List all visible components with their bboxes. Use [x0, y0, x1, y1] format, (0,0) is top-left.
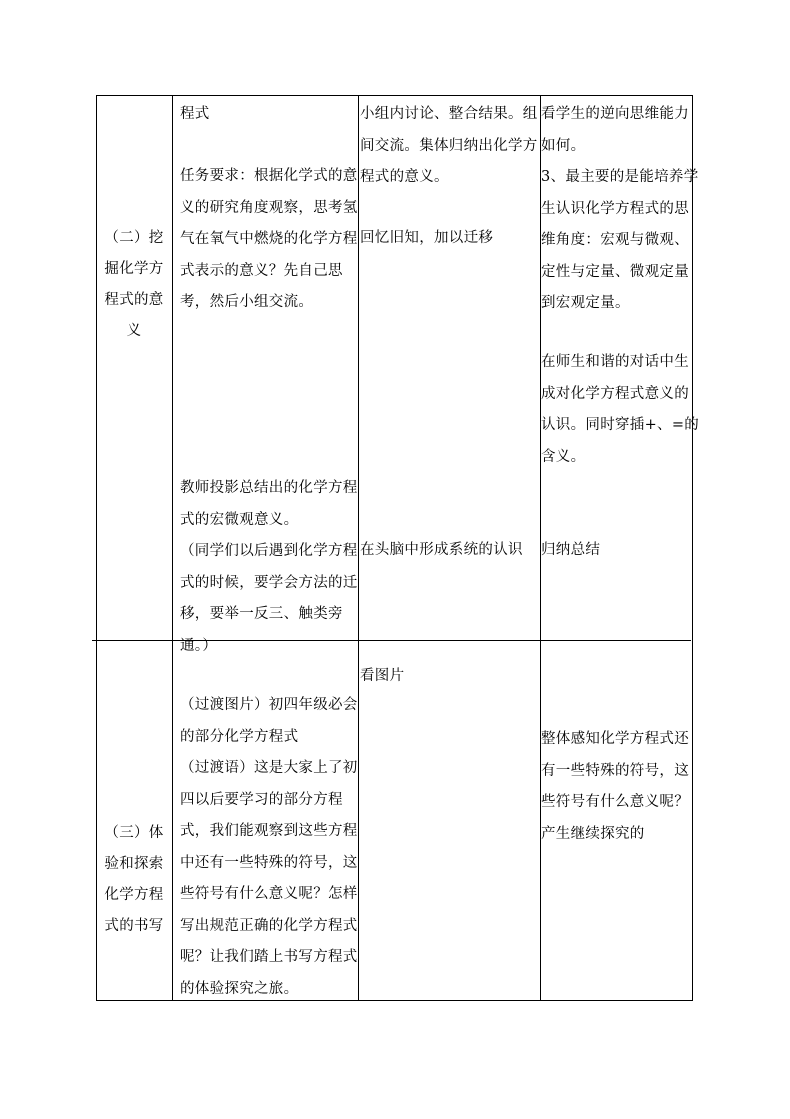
section-two-teacher-task	[180, 161, 358, 319]
teacher-text-line: 式的宏微观意义。	[180, 511, 299, 528]
teacher-text-line: 教师投影总结出的化学方程	[180, 480, 358, 496]
section-two-teacher-summary	[180, 473, 358, 662]
teacher-text-line: 式，我们能观察到这些方程	[180, 823, 358, 839]
section-three-label-line: 化学方程	[104, 887, 164, 903]
teacher-text-line: （同学们以后遇到化学方程	[180, 543, 358, 559]
teacher-text-line: 义的研究角度观察，思考氢	[180, 199, 358, 216]
section-two-intent-dialogue	[541, 347, 699, 473]
section-two-label-line: 程式的意	[104, 292, 164, 308]
section-three-intent	[541, 724, 689, 850]
section-three-label	[99, 818, 169, 942]
table-border-top	[96, 95, 693, 96]
intent-text-line: 定性与定量、微观定量	[541, 263, 689, 280]
intent-text-line: 含义。	[541, 448, 586, 465]
intent-text-line: 些符号有什么意义呢？	[541, 794, 689, 810]
teacher-text-line: （过渡图片）初四年级必会	[180, 697, 358, 713]
table-border-left	[96, 95, 97, 1001]
teacher-text-line: 程式	[180, 106, 210, 122]
section-two-intent-ability	[541, 99, 699, 320]
teacher-text-line: 式的时候，要学会方法的迁	[180, 574, 358, 591]
intent-text-line: 有一些特殊的符号，这	[541, 762, 689, 779]
table-divider-col2	[358, 95, 359, 1001]
section-two-student-recall	[360, 223, 493, 255]
section-three-label-line: 式的书写	[104, 918, 164, 934]
section-two-label-line: 掘化学方	[104, 261, 164, 277]
teacher-text-line: 式表示的意义？先自己思	[180, 262, 343, 279]
intent-text-line: 3、最主要的是能培养学	[541, 169, 699, 185]
teacher-text-line: 任务要求：根据化学式的意	[180, 168, 358, 184]
teacher-text-line: 些符号有什么意义呢？怎样	[180, 886, 358, 902]
student-text-line: 在头脑中形成系统的认识	[360, 542, 523, 558]
teacher-text-line: 呢？让我们踏上书写方程式	[180, 949, 358, 965]
teacher-text-line: 四以后要学习的部分方程	[180, 791, 343, 808]
student-text-line: 程式的意义。	[360, 169, 449, 185]
section-three-label-line: （三）体	[104, 825, 164, 841]
intent-text-line: 认识。同时穿插+、=的	[541, 417, 700, 433]
teacher-text-line: 移，要举一反三、触类旁	[180, 606, 343, 622]
section-three-student	[360, 661, 404, 693]
intent-text-line: 成对化学方程式意义的	[541, 385, 689, 402]
teacher-text-line: （过渡语）这是大家上了初	[180, 760, 358, 776]
student-text-line: 小组内讨论、整合结果。组	[360, 106, 538, 122]
section-two-teacher-top	[180, 99, 210, 131]
section-two-intent-conclude	[541, 535, 600, 567]
intent-text-line: 整体感知化学方程式还	[541, 731, 689, 747]
teacher-text-line: 通。）	[180, 637, 218, 654]
teacher-text-line: 的体验探究之旅。	[180, 980, 299, 997]
teacher-text-line: 考，然后小组交流。	[180, 294, 314, 310]
intent-text-line: 维角度：宏观与微观、	[541, 232, 689, 248]
student-text-line: 间交流。集体归纳出化学方	[360, 137, 538, 154]
teacher-text-line: 中还有一些特殊的符号，这	[180, 854, 358, 871]
intent-text-line: 如何。	[541, 137, 586, 154]
intent-text-line: 归纳总结	[541, 542, 601, 558]
intent-text-line: 看学生的逆向思维能力	[541, 106, 689, 122]
table-divider-col1	[172, 95, 173, 1001]
intent-text-line: 到宏观定量。	[541, 295, 630, 311]
intent-text-line: 在师生和谐的对话中生	[541, 354, 689, 370]
section-two-student-system	[360, 535, 523, 567]
section-two-label	[99, 223, 169, 347]
section-three-teacher	[180, 690, 358, 1005]
student-text-line: 看图片	[360, 668, 405, 684]
section-two-student-discuss	[360, 99, 538, 194]
teacher-text-line: 气在氧气中燃烧的化学方程	[180, 231, 358, 247]
intent-text-line: 产生继续探究的	[541, 825, 645, 842]
section-three-label-line: 验和探索	[104, 856, 164, 872]
teacher-text-line: 的部分化学方程式	[180, 728, 299, 745]
teacher-text-line: 写出规范正确的化学方程式	[180, 917, 358, 934]
section-two-label-line: 义	[126, 323, 142, 339]
section-two-label-line: （二）挖	[104, 230, 164, 246]
student-text-line: 回忆旧知，加以迁移	[360, 230, 494, 246]
intent-text-line: 生认识化学方程式的思	[541, 200, 689, 217]
